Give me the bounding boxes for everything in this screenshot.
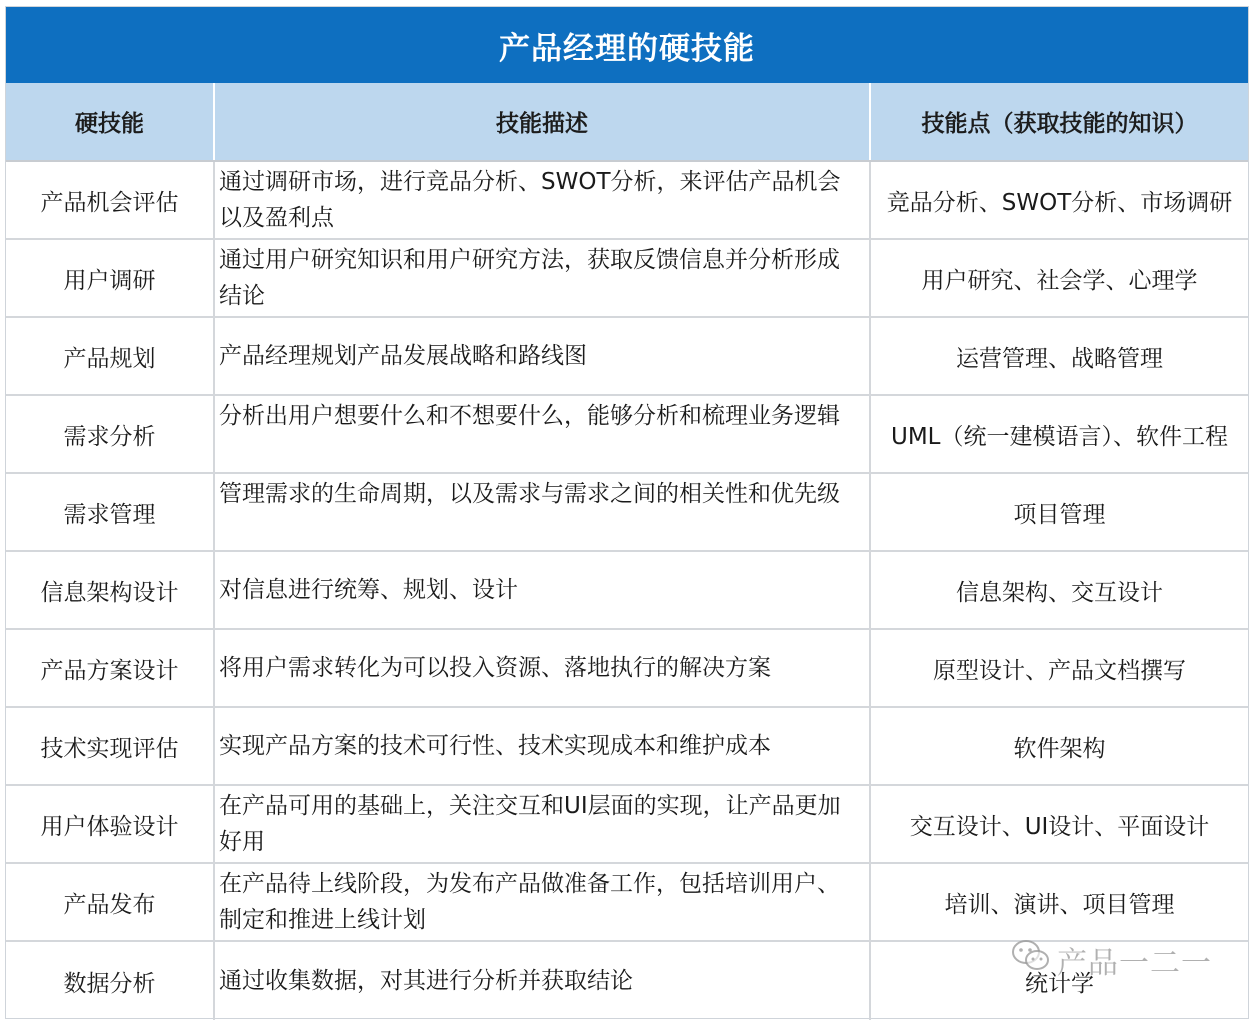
description-cell: 在产品待上线阶段，为发布产品做准备工作，包括培训用户、制定和推进上线计划	[215, 864, 871, 940]
skill-cell: 产品规划	[6, 318, 215, 394]
description-cell: 在产品可用的基础上，关注交互和UI层面的实现，让产品更加好用	[215, 786, 871, 862]
points-cell: 软件架构	[1013, 735, 1106, 762]
table-row	[6, 240, 1248, 318]
table-title: 产品经理的硬技能	[6, 7, 1248, 83]
skill-cell: 产品方案设计	[6, 630, 215, 706]
description-cell: 通过用户研究知识和用户研究方法，获取反馈信息并分析形成结论	[215, 240, 871, 316]
points-cell: 信息架构、交互设计	[956, 579, 1163, 606]
description-cell: 分析出用户想要什么和不想要什么，能够分析和梳理业务逻辑	[215, 396, 871, 472]
table-row	[6, 552, 1248, 630]
skill-cell: 产品机会评估	[6, 162, 215, 238]
points-cell: 培训、演讲、项目管理	[944, 891, 1175, 918]
skill-cell: 数据分析	[6, 942, 215, 1020]
table-header-row	[6, 83, 1248, 162]
table-row	[6, 474, 1248, 552]
description-cell: 通过调研市场，进行竞品分析、SWOT分析，来评估产品机会以及盈利点	[215, 162, 871, 238]
description-cell: 实现产品方案的技术可行性、技术实现成本和维护成本	[215, 708, 871, 784]
skill-cell: 信息架构设计	[6, 552, 215, 628]
points-cell: 统计学	[1025, 970, 1094, 997]
skill-cell: 需求分析	[6, 396, 215, 472]
table-row	[6, 786, 1248, 864]
skill-cell: 用户体验设计	[6, 786, 215, 862]
table-row	[6, 864, 1248, 942]
points-cell: 竞品分析、SWOT分析、市场调研	[886, 189, 1233, 216]
header-hard-skill: 硬技能	[6, 83, 215, 160]
points-cell: 用户研究、社会学、心理学	[921, 267, 1198, 294]
skills-table	[5, 6, 1249, 1019]
table-row	[6, 318, 1248, 396]
description-cell: 对信息进行统筹、规划、设计	[215, 552, 871, 628]
skill-cell: 用户调研	[6, 240, 215, 316]
description-cell: 产品经理规划产品发展战略和路线图	[215, 318, 871, 394]
points-cell: UML（统一建模语言）、软件工程	[891, 423, 1228, 450]
table-row	[6, 630, 1248, 708]
watermark	[1011, 938, 1212, 982]
description-cell: 管理需求的生命周期，以及需求与需求之间的相关性和优先级	[215, 474, 871, 550]
header-skill-description: 技能描述	[215, 83, 871, 160]
wechat-icon	[1011, 939, 1057, 981]
header-skill-points: 技能点（获取技能的知识）	[921, 111, 1198, 137]
table-row	[6, 162, 1248, 240]
skill-cell: 技术实现评估	[6, 708, 215, 784]
table-row	[6, 396, 1248, 474]
points-cell: 原型设计、产品文档撰写	[933, 657, 1186, 684]
table-body	[6, 162, 1248, 1020]
skill-cell: 需求管理	[6, 474, 215, 550]
description-cell: 通过收集数据，对其进行分析并获取结论	[215, 942, 871, 1020]
skill-cell: 产品发布	[6, 864, 215, 940]
points-cell: 项目管理	[1013, 501, 1106, 528]
table-row	[6, 708, 1248, 786]
points-cell: 运营管理、战略管理	[956, 345, 1163, 372]
points-cell: 交互设计、UI设计、平面设计	[909, 813, 1210, 840]
description-cell: 将用户需求转化为可以投入资源、落地执行的解决方案	[215, 630, 871, 706]
watermark-text: 产品一二一	[1057, 946, 1212, 981]
